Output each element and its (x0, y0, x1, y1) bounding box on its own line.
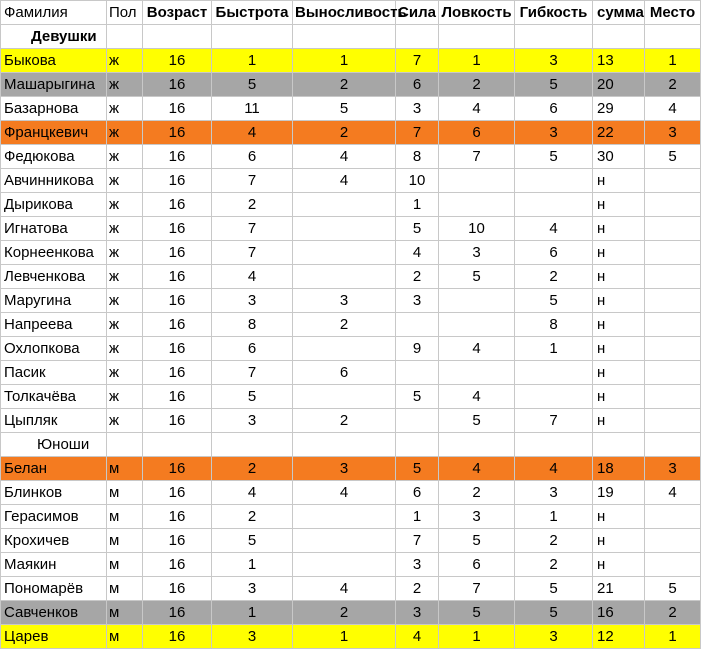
empty-cell (396, 25, 439, 49)
table-cell: 1 (645, 49, 701, 73)
table-cell: 16 (143, 289, 212, 313)
table-cell: 2 (645, 601, 701, 625)
table-cell: н (593, 553, 645, 577)
table-cell: 4 (396, 241, 439, 265)
table-cell: Федюкова (1, 145, 107, 169)
table-cell (645, 289, 701, 313)
table-row (1, 481, 701, 505)
table-cell: Царев (1, 625, 107, 649)
table-row (1, 577, 701, 601)
empty-cell (645, 433, 701, 457)
table-cell: м (107, 529, 143, 553)
table-cell: 7 (396, 49, 439, 73)
table-cell: 3 (212, 289, 293, 313)
table-cell: Цыпляк (1, 409, 107, 433)
table-cell: 7 (212, 361, 293, 385)
table-cell: ж (107, 193, 143, 217)
table-cell: 6 (212, 337, 293, 361)
table-cell: 10 (396, 169, 439, 193)
table-cell: ж (107, 145, 143, 169)
table-row (1, 385, 701, 409)
table-cell: 2 (396, 265, 439, 289)
section-row (1, 25, 701, 49)
table-cell: 20 (593, 73, 645, 97)
section-title: Девушки (1, 25, 107, 49)
table-cell: Герасимов (1, 505, 107, 529)
table-cell: 16 (143, 73, 212, 97)
table-cell (645, 169, 701, 193)
table-cell: 2 (293, 409, 396, 433)
table-cell: н (593, 409, 645, 433)
table-cell: 16 (143, 265, 212, 289)
table-cell: Францкевич (1, 121, 107, 145)
table-cell: 3 (645, 457, 701, 481)
table-cell: ж (107, 217, 143, 241)
table-row (1, 193, 701, 217)
table-cell: 16 (143, 193, 212, 217)
table-cell: Савченков (1, 601, 107, 625)
table-row (1, 217, 701, 241)
table-cell: 3 (212, 577, 293, 601)
table-cell: 3 (515, 121, 593, 145)
table-cell: 2 (396, 577, 439, 601)
header-cell-speed: Быстрота (212, 1, 293, 25)
table-cell: 3 (645, 121, 701, 145)
table-cell: 5 (396, 457, 439, 481)
table-cell: н (593, 529, 645, 553)
header-cell-strength: Сила (396, 1, 439, 25)
table-cell: 3 (293, 289, 396, 313)
header-cell-surname: Фамилия (1, 1, 107, 25)
table-cell (439, 169, 515, 193)
header-cell-place: Место (645, 1, 701, 25)
table-cell: 22 (593, 121, 645, 145)
table-cell: 1 (212, 601, 293, 625)
table-cell (645, 361, 701, 385)
table-cell: 1 (396, 505, 439, 529)
table-row (1, 409, 701, 433)
table-cell: 7 (396, 121, 439, 145)
table-cell: 16 (143, 361, 212, 385)
table-cell: 5 (645, 145, 701, 169)
table-cell: 5 (439, 409, 515, 433)
table-cell: м (107, 601, 143, 625)
table-cell: 5 (515, 145, 593, 169)
table-row (1, 241, 701, 265)
table-cell (645, 265, 701, 289)
table-cell: Машарыгина (1, 73, 107, 97)
table-cell: н (593, 169, 645, 193)
table-cell: 1 (212, 49, 293, 73)
table-cell: 5 (212, 529, 293, 553)
table-cell: 16 (143, 553, 212, 577)
table-cell (396, 409, 439, 433)
empty-cell (143, 25, 212, 49)
table-cell: н (593, 193, 645, 217)
table-cell: 5 (396, 217, 439, 241)
table-cell (293, 265, 396, 289)
table-row (1, 361, 701, 385)
table-cell: 2 (515, 529, 593, 553)
table-cell: 2 (515, 553, 593, 577)
table-cell (293, 505, 396, 529)
table-cell: 8 (515, 313, 593, 337)
table-cell: 2 (293, 601, 396, 625)
table-cell (645, 553, 701, 577)
table-cell: 18 (593, 457, 645, 481)
table-cell: 1 (396, 193, 439, 217)
table-cell: 7 (515, 409, 593, 433)
table-row (1, 73, 701, 97)
table-cell: н (593, 217, 645, 241)
table-cell: 5 (515, 577, 593, 601)
table-cell (645, 217, 701, 241)
table-cell: 19 (593, 481, 645, 505)
table-cell: н (593, 385, 645, 409)
table-cell: м (107, 553, 143, 577)
table-row (1, 553, 701, 577)
table-cell: 21 (593, 577, 645, 601)
table-cell: 16 (143, 385, 212, 409)
table-cell: ж (107, 97, 143, 121)
table-cell: 6 (396, 481, 439, 505)
table-cell: 3 (396, 553, 439, 577)
empty-cell (293, 25, 396, 49)
table-cell: 16 (143, 97, 212, 121)
table-cell: 4 (439, 97, 515, 121)
table-cell: 5 (396, 385, 439, 409)
table-row (1, 121, 701, 145)
table-row (1, 145, 701, 169)
table-row (1, 289, 701, 313)
empty-cell (107, 433, 143, 457)
table-cell: н (593, 505, 645, 529)
table-cell (293, 385, 396, 409)
table-cell: 4 (645, 481, 701, 505)
table-cell: 4 (293, 481, 396, 505)
table-cell: 29 (593, 97, 645, 121)
table-cell: Быкова (1, 49, 107, 73)
table-cell: 5 (645, 577, 701, 601)
header-cell-sex: Пол (107, 1, 143, 25)
table-cell: 3 (293, 457, 396, 481)
table-cell: 6 (515, 97, 593, 121)
table-cell: 4 (439, 385, 515, 409)
table-cell: ж (107, 121, 143, 145)
table-cell: 16 (143, 241, 212, 265)
table-cell: 2 (645, 73, 701, 97)
empty-cell (107, 25, 143, 49)
table-cell (515, 385, 593, 409)
table-cell (396, 313, 439, 337)
table-cell: ж (107, 169, 143, 193)
table-cell: 5 (439, 265, 515, 289)
empty-cell (593, 433, 645, 457)
table-cell: ж (107, 289, 143, 313)
table-cell: 16 (143, 337, 212, 361)
table-cell (645, 385, 701, 409)
table-cell: 7 (212, 169, 293, 193)
table-cell: 7 (439, 145, 515, 169)
table-cell: 1 (439, 625, 515, 649)
table-cell: 5 (293, 97, 396, 121)
table-row (1, 529, 701, 553)
table-cell: Игнатова (1, 217, 107, 241)
table-cell: 6 (212, 145, 293, 169)
table-cell: м (107, 577, 143, 601)
table-cell: н (593, 361, 645, 385)
table-cell: 4 (439, 457, 515, 481)
table-cell: ж (107, 241, 143, 265)
table-cell: 16 (143, 577, 212, 601)
table-cell: 2 (293, 313, 396, 337)
header-cell-endurance: Выносливость (293, 1, 396, 25)
table-cell: 11 (212, 97, 293, 121)
table-cell: 7 (212, 241, 293, 265)
table-cell: ж (107, 265, 143, 289)
table-cell: 5 (439, 529, 515, 553)
table-cell: 16 (143, 121, 212, 145)
table-cell: 8 (396, 145, 439, 169)
table-cell: 8 (212, 313, 293, 337)
table-cell: 16 (143, 49, 212, 73)
table-row (1, 265, 701, 289)
table-cell: Левченкова (1, 265, 107, 289)
header-cell-age: Возраст (143, 1, 212, 25)
table-cell: 1 (645, 625, 701, 649)
table-cell: 4 (212, 265, 293, 289)
table-cell: 3 (212, 625, 293, 649)
table-cell: 1 (212, 553, 293, 577)
table-cell: 16 (593, 601, 645, 625)
table-cell: 5 (515, 73, 593, 97)
table-cell: 1 (515, 337, 593, 361)
table-cell: Авчинникова (1, 169, 107, 193)
table-cell (645, 409, 701, 433)
table-row (1, 313, 701, 337)
table-cell: 6 (293, 361, 396, 385)
table-cell: н (593, 313, 645, 337)
table-cell: н (593, 241, 645, 265)
table-cell: н (593, 265, 645, 289)
table-body (1, 1, 701, 649)
table-cell: 2 (293, 121, 396, 145)
empty-cell (143, 433, 212, 457)
table-cell (515, 361, 593, 385)
table-cell: 3 (439, 505, 515, 529)
table-cell: 16 (143, 529, 212, 553)
table-row (1, 601, 701, 625)
table-cell: Толкачёва (1, 385, 107, 409)
table-cell: 4 (293, 145, 396, 169)
table-cell (439, 289, 515, 313)
table-cell: Напреева (1, 313, 107, 337)
table-cell: ж (107, 49, 143, 73)
table-cell (439, 361, 515, 385)
table-row (1, 625, 701, 649)
table-cell: 6 (396, 73, 439, 97)
table-cell (645, 505, 701, 529)
empty-cell (396, 433, 439, 457)
table-cell (645, 313, 701, 337)
table-cell: 6 (439, 121, 515, 145)
empty-cell (439, 433, 515, 457)
table-cell: 3 (439, 241, 515, 265)
table-cell: 16 (143, 409, 212, 433)
header-cell-sum: сумма (593, 1, 645, 25)
table-cell: Маругина (1, 289, 107, 313)
table-cell: 4 (212, 121, 293, 145)
table-cell: Пономарёв (1, 577, 107, 601)
table-cell: 3 (396, 601, 439, 625)
table-row (1, 337, 701, 361)
table-cell: 5 (439, 601, 515, 625)
empty-cell (645, 25, 701, 49)
table-cell: ж (107, 385, 143, 409)
table-cell (293, 529, 396, 553)
table-cell (439, 313, 515, 337)
table-cell: 3 (515, 49, 593, 73)
table-cell: 4 (645, 97, 701, 121)
table-cell: 1 (515, 505, 593, 529)
table-row (1, 49, 701, 73)
empty-cell (515, 25, 593, 49)
table-cell: 16 (143, 481, 212, 505)
empty-cell (593, 25, 645, 49)
header-row (1, 1, 701, 25)
table-cell: м (107, 505, 143, 529)
table-row (1, 457, 701, 481)
table-cell: 4 (293, 169, 396, 193)
empty-cell (439, 25, 515, 49)
header-cell-agility: Ловкость (439, 1, 515, 25)
table-cell: 13 (593, 49, 645, 73)
table-cell: ж (107, 313, 143, 337)
table-cell: м (107, 481, 143, 505)
table-cell: 7 (212, 217, 293, 241)
table-cell: 5 (212, 73, 293, 97)
table-cell (293, 337, 396, 361)
table-cell: 10 (439, 217, 515, 241)
table-cell (645, 337, 701, 361)
table-cell: ж (107, 361, 143, 385)
table-row (1, 97, 701, 121)
empty-cell (212, 433, 293, 457)
empty-cell (212, 25, 293, 49)
table-cell (645, 241, 701, 265)
table-cell (515, 193, 593, 217)
table-cell: 2 (439, 73, 515, 97)
table-cell: 4 (293, 577, 396, 601)
table-cell: Маякин (1, 553, 107, 577)
header-cell-flexibility: Гибкость (515, 1, 593, 25)
table-cell (645, 193, 701, 217)
table-cell: 2 (515, 265, 593, 289)
table-cell (645, 529, 701, 553)
table-cell: 30 (593, 145, 645, 169)
table-cell: 4 (439, 337, 515, 361)
table-cell: н (593, 337, 645, 361)
table-cell: 16 (143, 505, 212, 529)
table-cell: 5 (515, 601, 593, 625)
table-cell: 2 (293, 73, 396, 97)
table-cell: м (107, 625, 143, 649)
table-cell: 3 (515, 625, 593, 649)
table-cell: 2 (439, 481, 515, 505)
table-cell: ж (107, 409, 143, 433)
table-cell: 3 (396, 289, 439, 313)
table-cell: 3 (515, 481, 593, 505)
table-cell: ж (107, 73, 143, 97)
table-cell (293, 193, 396, 217)
table-cell: Корнеенкова (1, 241, 107, 265)
table-cell: 2 (212, 505, 293, 529)
table-cell: 16 (143, 457, 212, 481)
empty-cell (515, 433, 593, 457)
table-cell (293, 553, 396, 577)
table-cell: 4 (515, 217, 593, 241)
table-cell: Блинков (1, 481, 107, 505)
table-cell: 6 (515, 241, 593, 265)
table-cell: 16 (143, 601, 212, 625)
table-cell: ж (107, 337, 143, 361)
section-title: Юноши (1, 433, 107, 457)
table-cell: 16 (143, 217, 212, 241)
table-cell: Крохичев (1, 529, 107, 553)
table-cell: 4 (515, 457, 593, 481)
table-cell: 4 (212, 481, 293, 505)
table-cell: 3 (396, 97, 439, 121)
table-cell: Белан (1, 457, 107, 481)
table-cell: 1 (439, 49, 515, 73)
table-cell: 2 (212, 193, 293, 217)
table-cell: н (593, 289, 645, 313)
table-cell: 5 (515, 289, 593, 313)
table-cell: 1 (293, 49, 396, 73)
table-cell (293, 241, 396, 265)
table-cell: Дырикова (1, 193, 107, 217)
table-cell: 12 (593, 625, 645, 649)
table-cell (396, 361, 439, 385)
section-row (1, 433, 701, 457)
table-cell: 6 (439, 553, 515, 577)
table-cell: 16 (143, 145, 212, 169)
table-cell: 7 (439, 577, 515, 601)
table-cell (439, 193, 515, 217)
table-cell: 16 (143, 625, 212, 649)
table-cell: 2 (212, 457, 293, 481)
table-cell: 7 (396, 529, 439, 553)
table-row (1, 169, 701, 193)
table-cell: Охлопкова (1, 337, 107, 361)
empty-cell (293, 433, 396, 457)
table-cell: 4 (396, 625, 439, 649)
table-cell: м (107, 457, 143, 481)
table-cell: 3 (212, 409, 293, 433)
table-cell: 16 (143, 313, 212, 337)
table-cell: 5 (212, 385, 293, 409)
table-cell: 1 (293, 625, 396, 649)
table-cell: 16 (143, 169, 212, 193)
table-cell: Пасик (1, 361, 107, 385)
table-row (1, 505, 701, 529)
table-cell (515, 169, 593, 193)
table-cell: Базарнова (1, 97, 107, 121)
table-cell: 9 (396, 337, 439, 361)
table-cell (293, 217, 396, 241)
